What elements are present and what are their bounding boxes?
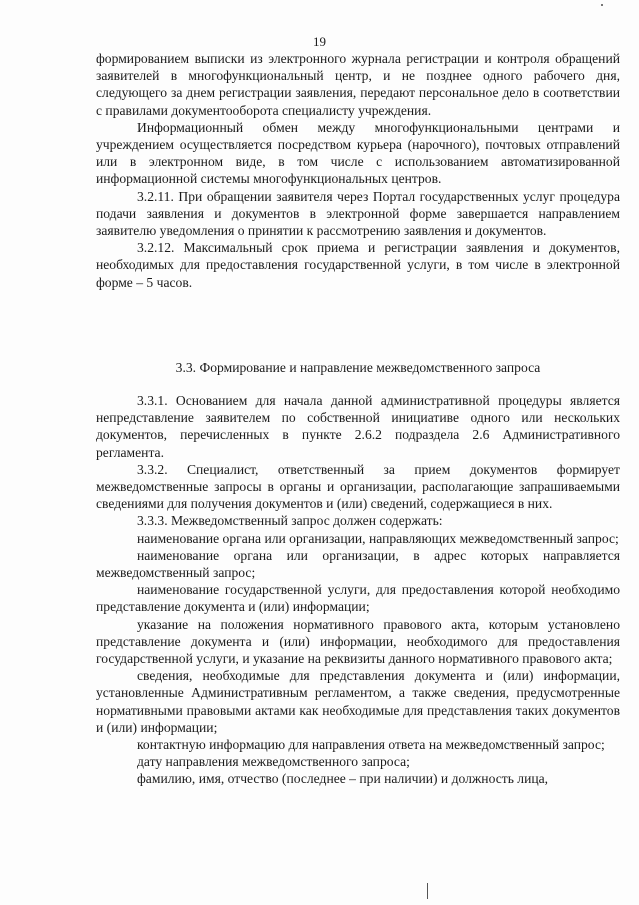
paragraph-3-3-3: 3.3.3. Межведомственный запрос должен содержать: [137,513,443,529]
text-block-bottom [96,392,620,788]
page-number: 19 [313,34,326,49]
text-block-top [96,50,620,291]
list-item: дату направления межведомственного запроса; [137,754,410,770]
paragraph-3-3-2: 3.3.2. Специалист, ответственный за прием документов формирует межведомственные запросы в органы и организации, располагающие запрашиваемыми сведениями для получения документов и (или) сведений, содержащиеся в них. [96,461,620,512]
list-item: указание на положения нормативного правового акта, которым установлено представление документа и (или) информации, необходимого для предоставления государственной услуги, и указание на реквизиты данного нормативного правового акта; [96,616,620,667]
paragraph-3-2-12: 3.2.12. Максимальный срок приема и регистрации заявления и документов, необходимых для предоставления государственной услуги, в том числе в электронной форме – 5 часов. [96,240,620,290]
list-item: наименование органа или организации, в адрес которых направляется межведомственный запрос; [96,547,620,581]
paragraph-information-exchange: Информационный обмен между многофункциональными центрами и учреждением осуществляется посредством курьера (нарочного), почтовых отправлений или в электронном виде, в том числе с использованием автоматизированной информационной системы многофункциональных центров. [96,119,620,187]
list-item: фамилию, имя, отчество (последнее – при наличии) и должность лица, [137,771,549,787]
list-item: сведения, необходимые для представления документа и (или) информации, установленные Административным регламентом, а также сведения, предусмотренные нормативными правовыми актами как необходимые для представления таких документов и (или) информации; [96,668,620,735]
paragraph-3-2-11: 3.2.11. При обращении заявителя через Портал государственных услуг процедура подачи заявления и документов в электронной форме завершается направлением заявителю уведомления о принятии к рассмотрению заявления и документов. [96,188,620,239]
paragraph-3-3-1: 3.3.1. Основанием для начала данной административной процедуры является непредставление заявителем по собственной инициативе одного или нескольких документов, перечисленных в пункте 2.6.2 подраздела 2.6 Административного регламента. [96,393,620,460]
paragraph-continuation: формированием выписки из электронного журнала регистрации и контроля обращений заявителей в многофункциональный центр, и не позднее одного рабочего дня, следующего за днем регистрации заявления, передают персональное дело в соответствии с правилами документооборота специалисту учреждения. [96,51,620,118]
list-item: контактную информацию для направления ответа на межведомственный запрос; [137,737,605,753]
scan-artifact [601,4,603,6]
list-item: наименование государственной услуги, для предоставления которой необходимо представление документа и (или) информации; [96,582,620,615]
scan-artifact [427,883,428,899]
section-heading-3-3: 3.3. Формирование и направление межведомственного запроса [175,360,541,375]
list-item: наименование органа или организации, направляющих межведомственный запрос; [137,530,619,546]
